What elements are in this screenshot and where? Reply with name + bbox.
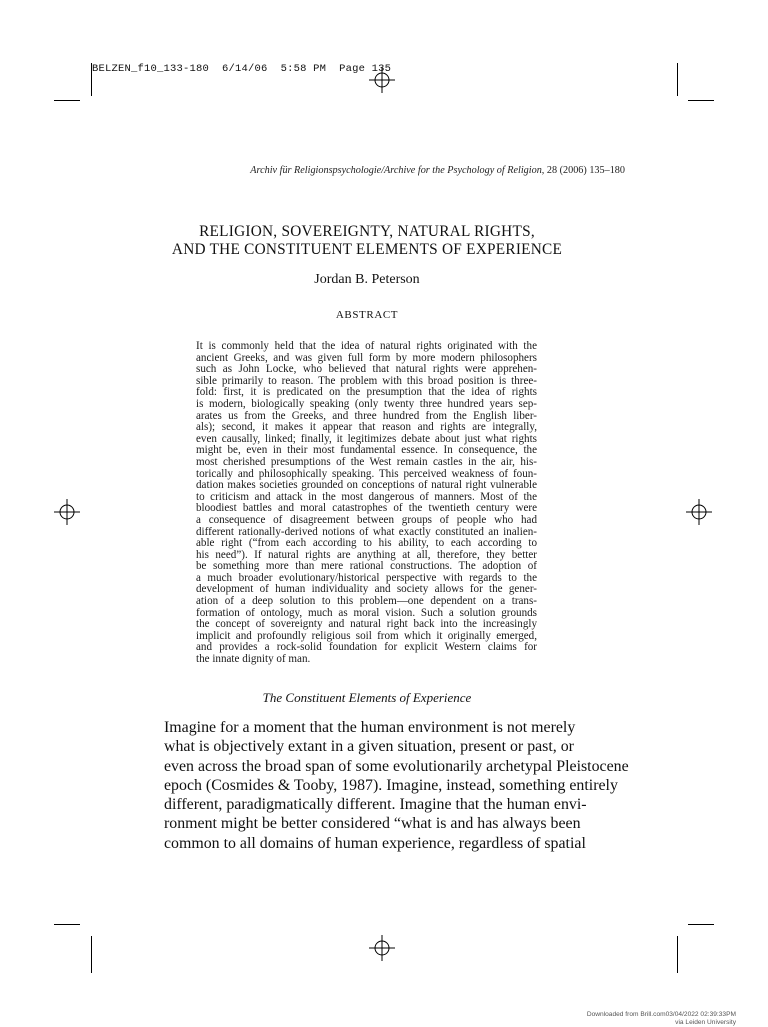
footer-download-line: Downloaded from Brill.com03/04/2022 02:39:33PM xyxy=(586,1011,736,1018)
abstract-line: implicit and profoundly religious soil from which it originally emerged, xyxy=(196,629,537,642)
body-line: common to all domains of human experience, regardless of spatial xyxy=(164,834,586,852)
journal-citation: 28 (2006) 135–180 xyxy=(546,165,625,176)
crop-mark-bottom-left-h xyxy=(54,924,80,925)
abstract-line: a consequence of disagreement between groups of people who had xyxy=(196,513,537,526)
abstract-line: even causally, linked; finally, it legitimizes debate about just what rights xyxy=(196,432,537,445)
printer-slug xyxy=(92,63,391,75)
body-line: epoch (Cosmides & Tooby, 1987). Imagine, instead, something entirely xyxy=(164,776,618,794)
slug-file: BELZEN_f10_133-180 xyxy=(92,63,210,75)
body-line: Imagine for a moment that the human environment is not merely xyxy=(164,719,576,736)
crop-mark-top-right-h xyxy=(688,100,714,101)
abstract-line: the concept of sovereignty and natural right back into the increasingly xyxy=(196,618,537,631)
abstract-line: most cherished presumptions of the West remain castles in the air, his- xyxy=(196,455,537,468)
footer-institution-line: via Leiden University xyxy=(675,1019,736,1026)
journal-running-head xyxy=(0,165,625,176)
title-line-2: AND THE CONSTITUENT ELEMENTS OF EXPERIENCE xyxy=(171,241,563,258)
abstract-line: It is commonly held that the idea of natural rights originated with the xyxy=(196,340,537,352)
slug-date: 6/14/06 xyxy=(222,63,268,75)
body-line: even across the broad span of some evolutionarily archetypal Pleistocene xyxy=(164,757,629,775)
abstract-line: ation of a deep solution to this problem—one dependent on a trans- xyxy=(196,595,537,608)
journal-name: Archiv für Religionspsychologie/Archive for the Psychology of Religion, xyxy=(250,165,545,176)
registration-mark-top-icon xyxy=(369,67,395,93)
abstract-line: dation makes societies grounded on conceptions of natural right vulnerable xyxy=(196,479,537,492)
crop-mark-bottom-right-v xyxy=(677,936,678,973)
abstract-line: a much broader evolutionary/historical perspective with regards to the xyxy=(196,571,537,584)
crop-mark-top-right-v xyxy=(677,63,678,96)
body-line: ronment might be better considered “what is and has always been xyxy=(164,815,581,833)
abstract-text xyxy=(196,341,537,666)
title-line-1: RELIGION, SOVEREIGNTY, NATURAL RIGHTS, xyxy=(199,223,535,240)
abstract-line: his need”). If natural rights are anything at all, therefore, they better xyxy=(196,548,537,561)
abstract-line: formation of ontology, much as moral vision. Such a solution grounds xyxy=(196,606,537,619)
abstract-line: might be, even in their most fundamental essence. In consequence, the xyxy=(196,444,537,457)
abstract-heading: ABSTRACT xyxy=(335,309,399,321)
abstract-line: is modern, biologically speaking (only twenty three hundred years sep- xyxy=(196,397,537,410)
abstract-line: to criticism and attack in the most dangerous of manners. Most of the xyxy=(196,490,537,503)
abstract-line: able right (“from each according to his ability, to each according to xyxy=(196,537,537,550)
article-title xyxy=(100,223,634,259)
body-text xyxy=(164,718,629,853)
download-footer xyxy=(587,1011,736,1027)
registration-mark-left-icon xyxy=(54,499,80,525)
body-line: what is objectively extant in a given situation, present or past, or xyxy=(164,738,574,756)
abstract-line: development of human individuality and society allows for the gener- xyxy=(196,583,537,596)
abstract-line: be something more than mere rational constructions. The adoption of xyxy=(196,560,537,573)
slug-time: 5:58 PM xyxy=(280,63,327,75)
abstract-line: bloodiest battles and moral catastrophes of the twentieth century were xyxy=(196,502,537,515)
abstract-line: such as John Locke, who believed that natural rights were apprehen- xyxy=(196,363,537,376)
abstract-line: the innate dignity of man. xyxy=(196,653,311,666)
abstract-line: arates us from the Greeks, and three hundred from the English liber- xyxy=(196,409,537,422)
registration-mark-right-icon xyxy=(686,499,712,525)
crop-mark-bottom-right-h xyxy=(688,924,714,925)
body-line: different, paradigmatically different. Imagine that the human envi- xyxy=(164,796,587,814)
crop-mark-bottom-left-v xyxy=(91,936,92,973)
abstract-line: fold: first, it is predicated on the presumption that the idea of rights xyxy=(196,386,537,399)
abstract-line: als); second, it makes it appear that reason and rights are integrally, xyxy=(196,421,537,434)
author-name: Jordan B. Peterson xyxy=(314,272,420,287)
section-heading: The Constituent Elements of Experience xyxy=(262,690,472,705)
abstract-line: torically and philosophically speaking. This perceived weakness of foun- xyxy=(196,467,537,480)
crop-mark-top-left-h xyxy=(54,100,80,101)
abstract-line: sible primarily to reason. The problem with this broad position is three- xyxy=(196,374,537,387)
registration-mark-bottom-icon xyxy=(369,935,395,961)
abstract-line: and provides a rock-solid foundation for explicit Western claims for xyxy=(196,641,537,654)
abstract-line: ancient Greeks, and was given full form by more modern philosophers xyxy=(196,351,537,364)
abstract-line: different rationally-derived notions of what exactly constituted an inalien- xyxy=(196,525,537,538)
slug-page: Page 135 xyxy=(339,63,392,75)
crop-mark-top-left-v xyxy=(91,63,92,96)
